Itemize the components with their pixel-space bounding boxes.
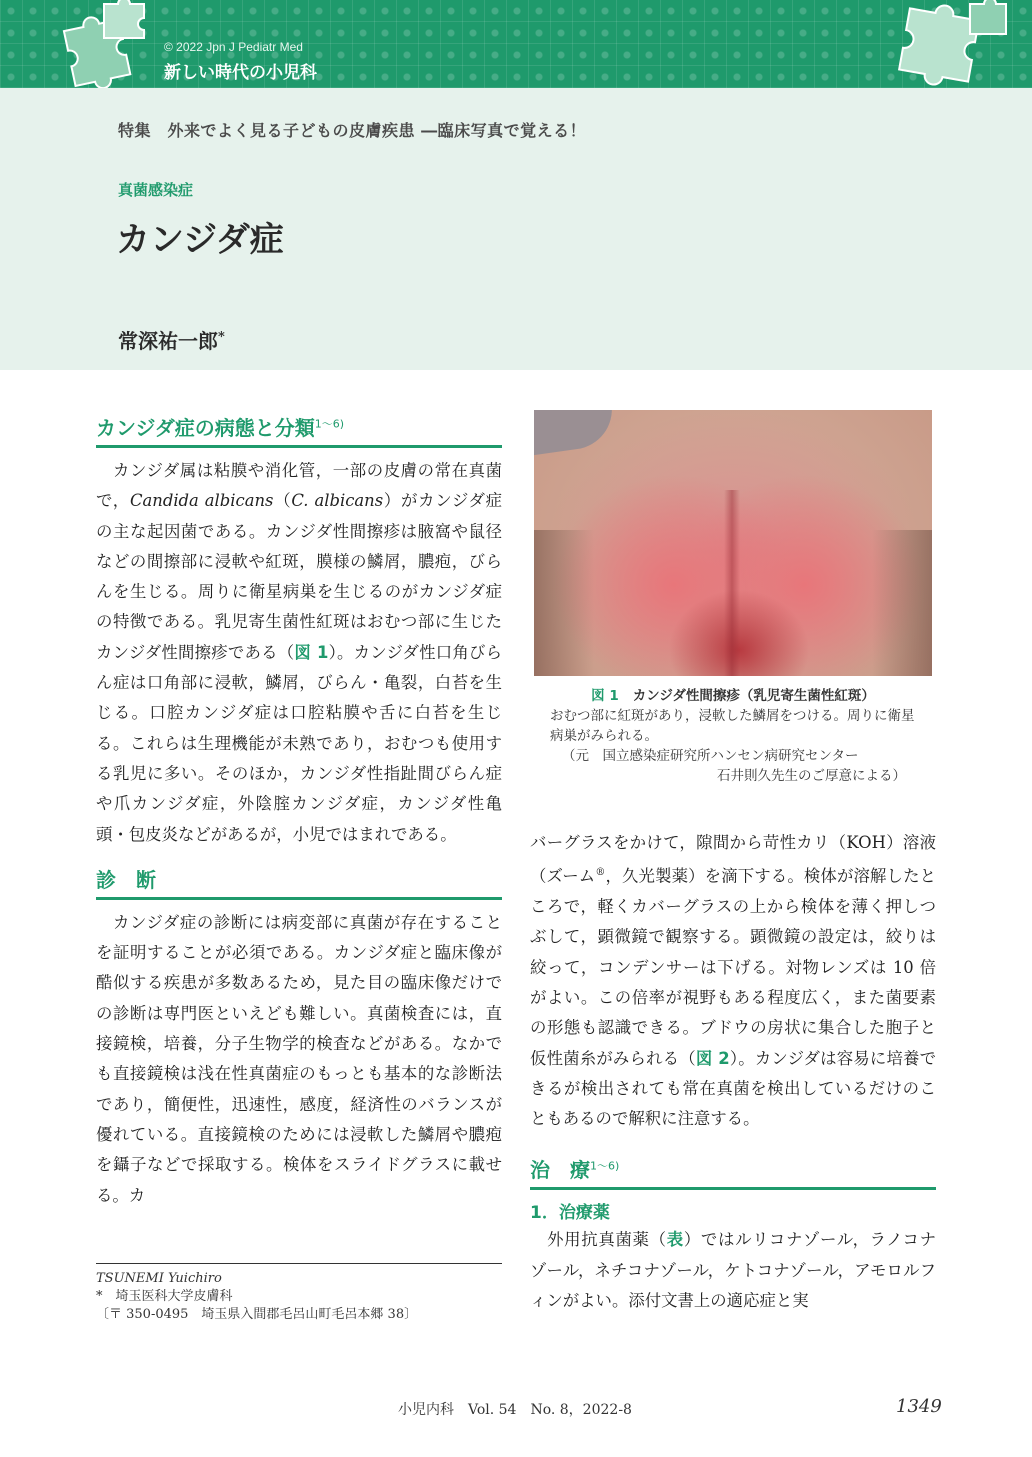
text: カンジダ症の診断には病変部に真菌が存在することを証明することが必須である。カンジダ症と臨床像が酷似する疾患が多数あるため，見た目の臨床像だけでの診断は専門医といえども難しい。真菌検査には，直接鏡検，培養，分子生物学的検査などがある。なかでも直接鏡検は浅在性真菌症のもっとも基本的な診断法であり，簡便性，迅速性，感度，経済性のバランスが優れている。直接鏡検のためには浸軟した鱗屑や膿疱を鑷子などで採取する。検体をスライドグラスに載せる。カ bbox=[96, 912, 502, 1205]
figure-1-caption bbox=[530, 686, 936, 786]
figure-title: カンジダ性間擦疹（乳児寄生菌性紅斑） bbox=[632, 688, 875, 704]
photo-shade bbox=[872, 530, 932, 676]
heading-ref: 1～6) bbox=[314, 417, 344, 431]
article-title: カンジダ症 bbox=[116, 220, 284, 260]
author-mark: * bbox=[218, 329, 225, 345]
title-block bbox=[0, 88, 1032, 370]
registered-mark: ® bbox=[595, 867, 606, 879]
series-title: 新しい時代の小児科 bbox=[164, 63, 317, 83]
affiliation: * 埼玉医科大学皮膚科 bbox=[96, 1289, 233, 1304]
diagnosis-paragraph-left bbox=[96, 908, 502, 1211]
heading-text: 治 療 bbox=[530, 1158, 590, 1183]
journal-footer: 小児内科 Vol. 54 No. 8，2022-8 bbox=[398, 1402, 632, 1418]
copyright: © 2022 Jpn J Pediatr Med bbox=[164, 40, 303, 54]
text: 外用抗真菌薬（ bbox=[546, 1230, 667, 1250]
page-number: 1349 bbox=[896, 1396, 942, 1417]
text: バーグラスをかけて，隙間から苛性カリ（KOH）溶液（ズーム bbox=[530, 833, 936, 886]
caption-credit: （元 国立感染症研究所ハンセン病研究センター bbox=[562, 748, 859, 764]
figure-number: 図 1 bbox=[591, 688, 619, 704]
photo-shade bbox=[534, 530, 594, 676]
photo-cloth bbox=[534, 410, 617, 456]
species-name: Candida albicans bbox=[129, 491, 274, 511]
author-footnote bbox=[96, 1263, 502, 1324]
special-feature: 特集 外来でよく見る子どもの皮膚疾患 ―臨床写真で覚える！ bbox=[118, 121, 587, 140]
text: ）ではルリコナゾール，ラノコナゾール，ネチコナゾール，ケトコナゾール，アモロルフィンがよい。添付文書上の適応症と実 bbox=[530, 1230, 937, 1311]
section-heading-diagnosis bbox=[96, 864, 502, 900]
author bbox=[118, 325, 225, 354]
table-ref[interactable]: 表 bbox=[666, 1230, 684, 1250]
category-label: 真菌感染症 bbox=[118, 181, 194, 199]
right-column bbox=[530, 410, 936, 1316]
caption-credit: 石井則久先生のご厚意による） bbox=[717, 768, 906, 784]
figure-2-ref[interactable]: 図 2 bbox=[695, 1048, 730, 1068]
pathology-paragraph bbox=[96, 456, 502, 850]
text: ，久光製薬）を滴下する。検体が溶解したところで，軽くカバーグラスの上から検体を薄く押しつぶして，顕微鏡で観察する。顕微鏡の設定は，絞りは絞って，コンデンサーは下げる。対物レンズは 10 倍がよい。この倍率が視野もある程度広く，また菌要素の形態も認識できる。ブドウの房状に集合した胞子と仮性菌糸がみられる（ bbox=[530, 866, 937, 1068]
diagnosis-paragraph-right bbox=[530, 828, 936, 1134]
subheading-drugs: 1．治療薬 bbox=[530, 1203, 610, 1224]
treatment-paragraph bbox=[530, 1225, 936, 1316]
heading-ref: 1～6) bbox=[590, 1159, 620, 1173]
figure-1-ref[interactable]: 図 1 bbox=[294, 642, 329, 662]
heading-text: カンジダ症の病態と分類 bbox=[96, 416, 315, 440]
heading-text: 診 断 bbox=[96, 867, 156, 892]
address: 〔〒 350-0495 埼玉県入間郡毛呂山町毛呂本郷 38〕 bbox=[96, 1307, 418, 1322]
section-heading-treatment bbox=[530, 1154, 936, 1190]
species-abbrev: C. albicans bbox=[291, 491, 384, 511]
header-banner bbox=[0, 0, 1032, 88]
text: ）がカンジダ症の主な起因菌である。カンジダ性間擦疹は腋窩や鼠径などの間擦部に浸軟や紅斑，膜様の鱗屑，膿疱，びらんを生じる。周りに衛星病巣を生じるのがカンジダ症の特徴である。乳児寄生菌性紅斑はおむつ部に生じたカンジダ性間擦疹である（ bbox=[96, 491, 503, 662]
caption-description: おむつ部に紅斑があり，浸軟した鱗屑をつける。周りに衛星病巣がみられる。 bbox=[550, 708, 915, 744]
puzzle-piece-icon bbox=[100, 0, 150, 40]
text: カンジダ属は粘膜や消化管，一部の皮膚の常在真菌で， bbox=[96, 461, 502, 511]
photo-fold bbox=[724, 490, 740, 676]
text: ）。カンジダ性口角びらん症は口角部に浸軟，鱗屑，びらん・亀裂，白苔を生じる。口腔カンジダ症は口腔粘膜や舌に白苔を生じる。これらは生理機能が未熟であり，おむつも使用する乳児に多い。そのほか，カンジダ性指趾間びらん症や爪カンジダ症，外陰腟カンジダ症，カンジダ性亀頭・包皮炎などがあるが，小児ではまれである。 bbox=[96, 642, 502, 844]
caption-title bbox=[530, 686, 936, 706]
puzzle-piece-icon bbox=[890, 0, 1010, 88]
text: （ bbox=[273, 491, 292, 511]
text: ）。カンジダは容易に培養できるが検出されても常在真菌を検出しているだけのこともあるので解釈に注意する。 bbox=[530, 1048, 936, 1129]
figure-1-photo bbox=[534, 410, 932, 676]
left-column bbox=[96, 412, 502, 1211]
section-heading-pathology bbox=[96, 412, 502, 448]
author-romanized: TSUNEMI Yuichiro bbox=[96, 1271, 222, 1286]
author-name: 常深祐一郎 bbox=[118, 329, 218, 353]
